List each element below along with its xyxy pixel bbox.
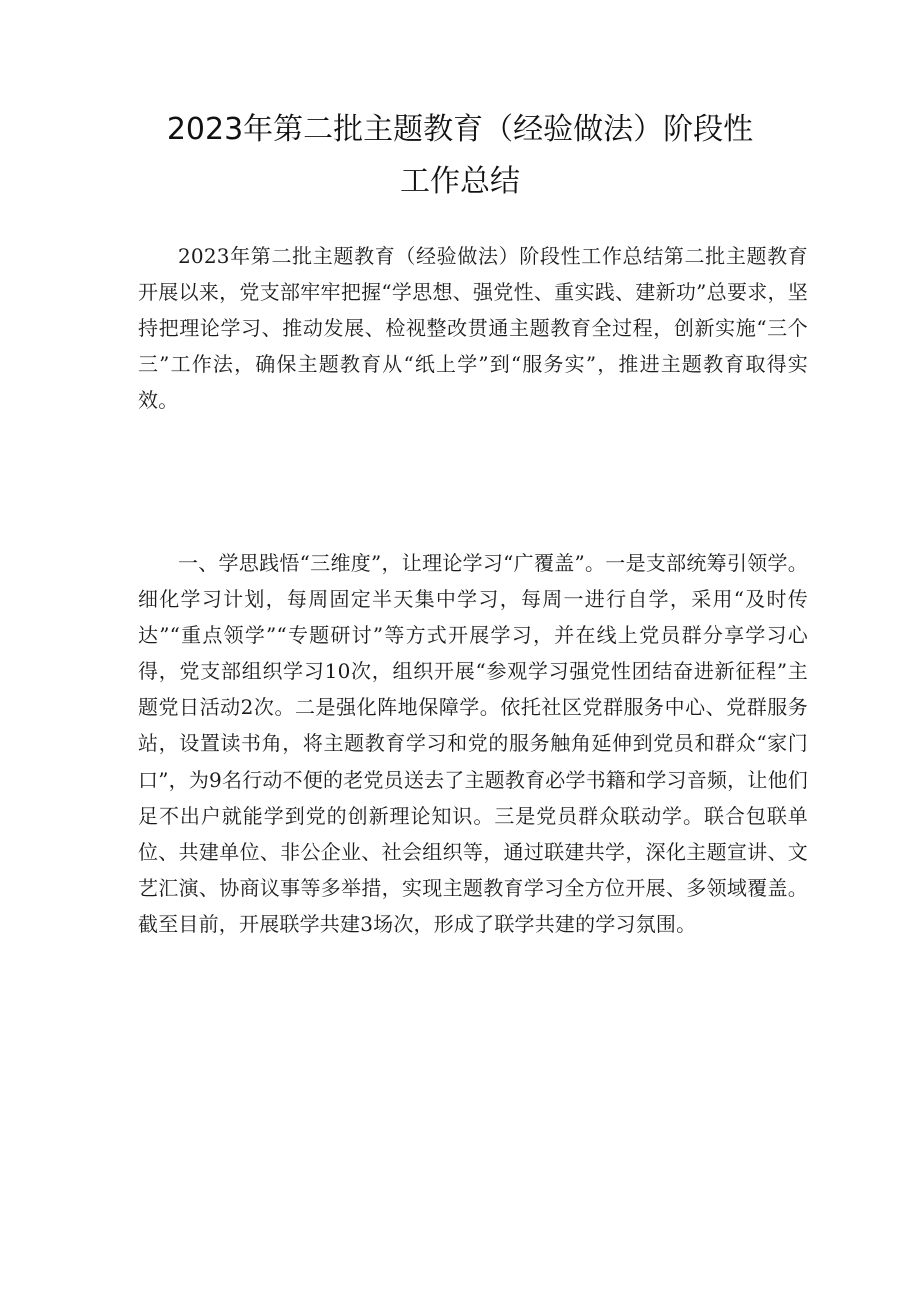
section-one-paragraph: 一、学思践悟“三维度”，让理论学习“广覆盖”。一是支部统筹引领学。细化学习计划，每周固定半天集中学习，每周一进行自学，采用“及时传达”“重点领学”“专题研讨”等方式开展学习，并在线上党员群分享学习心得，党支部组织学习10次，组织开展“参观学习强党性团结奋进新征程”主题党日活动2次。二是强化阵地保障学。依托社区党群服务中心、党群服务站，设置读书角，将主题教育学习和党的服务触角延伸到党员和群众“家门口”，为9名行动不便的老党员送去了主题教育必学书籍和学习音频，让他们足不出户就能学到党的创新理论知识。三是党员群众联动学。联合包联单位、共建单位、非公企业、社会组织等，通过联建共学，深化主题宣讲、文艺汇演、协商议事等多举措，实现主题教育学习全方位开展、多领域覆盖。截至目前，开展联学共建3场次，形成了联学共建的学习氛围。 [138, 551, 808, 936]
intro-paragraph: 2023年第二批主题教育（经验做法）阶段性工作总结第二批主题教育开展以来，党支部牢牢把握“学思想、强党性、重实践、建新功”总要求，坚持把理论学习、推动发展、检视整改贯通主题教育全过程，创新实施“三个三”工作法，确保主题教育从“纸上学”到“服务实”，推进主题教育取得实效。 [138, 244, 808, 413]
document-title-line-1: 2023年第二批主题教育（经验做法）阶段性 [166, 112, 754, 147]
document-title-line-2: 工作总结 [400, 164, 520, 199]
